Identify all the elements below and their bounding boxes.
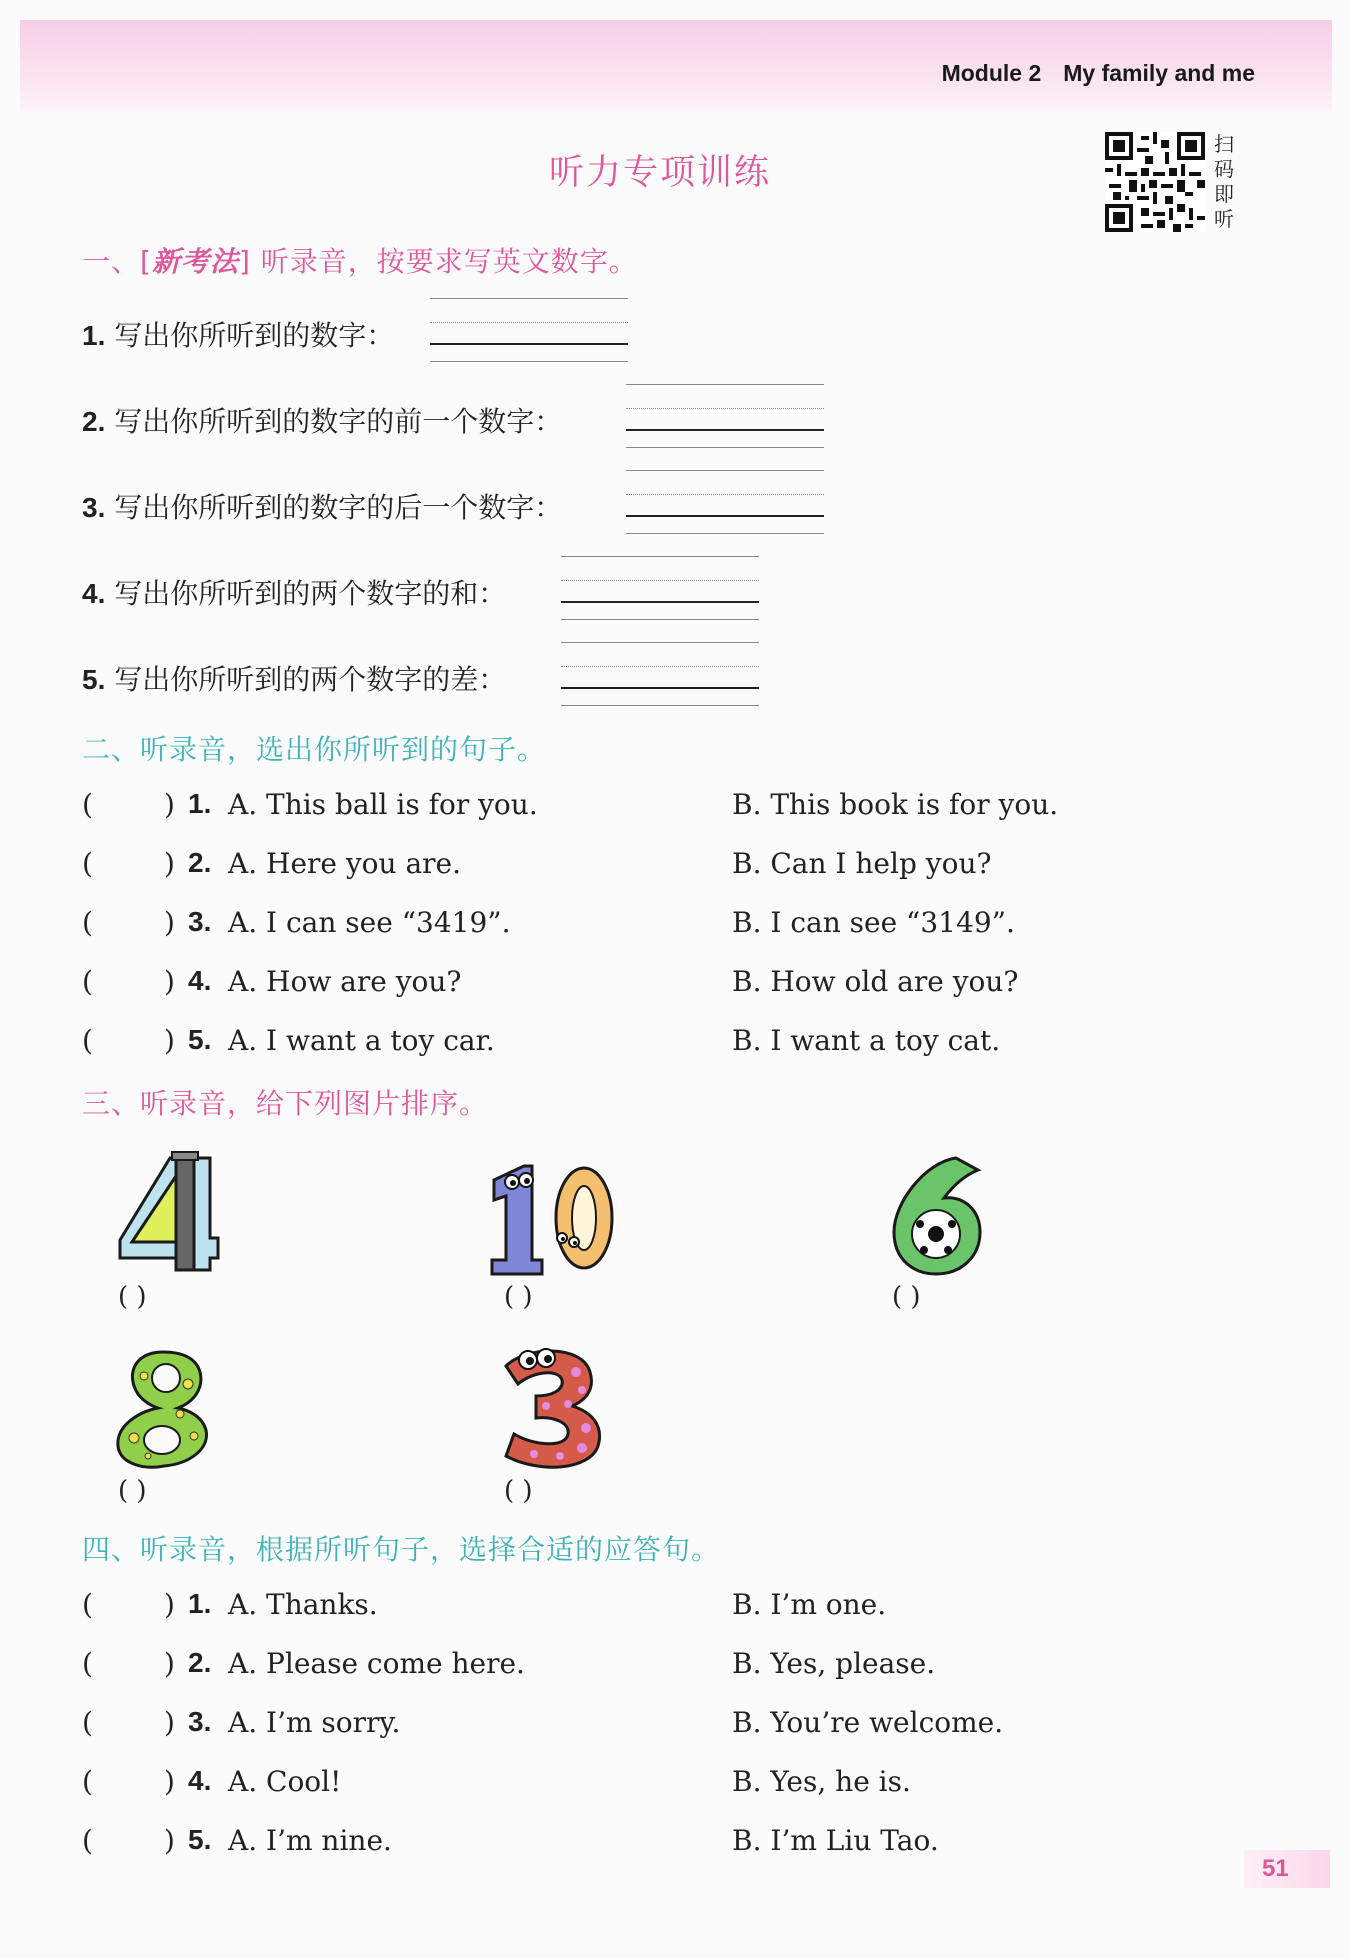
write-item-4: 4. 写出你所听到的两个数字的和： bbox=[82, 577, 507, 610]
section2-title: 二、听录音，选出你所听到的句子。 bbox=[82, 733, 547, 766]
section4-title: 四、听录音，根据所听句子，选择合适的应答句。 bbox=[82, 1533, 721, 1566]
answer-blank[interactable]: ( bbox=[82, 1647, 93, 1680]
choice-row: ( ) 2. A. Here you are. B. Can I help you? bbox=[82, 847, 992, 880]
order-blank-3[interactable]: ( ) bbox=[504, 1476, 533, 1506]
answer-blank[interactable]: ( bbox=[82, 1706, 93, 1739]
order-blank-6[interactable]: ( ) bbox=[892, 1282, 921, 1312]
order-blank-10[interactable]: ( ) bbox=[504, 1282, 533, 1312]
answer-blank[interactable]: ( bbox=[82, 1588, 93, 1621]
order-blank-4[interactable]: ( ) bbox=[118, 1282, 147, 1312]
response-row: ( ) 5. A. I’m nine. B. I’m Liu Tao. bbox=[82, 1824, 939, 1857]
number-8-picture bbox=[108, 1346, 218, 1471]
page-number: 51 bbox=[1244, 1850, 1330, 1888]
choice-row: ( ) 5. A. I want a toy car. B. I want a toy cat. bbox=[82, 1024, 1001, 1057]
order-blank-8[interactable]: ( ) bbox=[118, 1476, 147, 1506]
response-row: ( ) 4. A. Cool! B. Yes, he is. bbox=[82, 1765, 911, 1798]
writing-lines-1[interactable] bbox=[430, 298, 628, 370]
number-10-label: 10 bbox=[544, 1220, 546, 1221]
answer-blank[interactable]: ( bbox=[82, 1765, 93, 1798]
writing-lines-4[interactable] bbox=[561, 556, 759, 628]
answer-blank[interactable]: ( bbox=[82, 1824, 93, 1857]
writing-lines-3[interactable] bbox=[626, 470, 824, 542]
write-item-3: 3. 写出你所听到的数字的后一个数字： bbox=[82, 491, 563, 524]
write-item-5: 5. 写出你所听到的两个数字的差： bbox=[82, 663, 507, 696]
response-row: ( ) 1. A. Thanks. B. I’m one. bbox=[82, 1588, 887, 1621]
number-10-picture bbox=[484, 1160, 619, 1280]
module-number: Module 2 bbox=[941, 60, 1042, 86]
choice-row: ( ) 3. A. I can see “3419”. B. I can see “3149”. bbox=[82, 906, 1015, 939]
number-4-picture bbox=[110, 1150, 220, 1275]
number-6-picture bbox=[886, 1152, 986, 1277]
choice-row: ( ) 1. A. This ball is for you. B. This book is for you. bbox=[82, 788, 1059, 821]
new-method-badge: 新考法 bbox=[151, 245, 239, 278]
response-row: ( ) 3. A. I’m sorry. B. You’re welcome. bbox=[82, 1706, 1004, 1739]
choice-row: ( ) 4. A. How are you? B. How old are you? bbox=[82, 965, 1019, 998]
section3-title: 三、听录音，给下列图片排序。 bbox=[82, 1087, 489, 1120]
response-row: ( ) 2. A. Please come here. B. Yes, please. bbox=[82, 1647, 936, 1680]
writing-lines-5[interactable] bbox=[561, 642, 759, 714]
answer-blank[interactable]: ( bbox=[82, 1024, 93, 1057]
answer-blank[interactable]: ( bbox=[82, 788, 93, 821]
write-item-2: 2. 写出你所听到的数字的前一个数字： bbox=[82, 405, 563, 438]
module-header bbox=[942, 60, 1255, 87]
qr-code-icon[interactable] bbox=[1105, 132, 1205, 232]
write-item-1: 1. 写出你所听到的数字： bbox=[82, 319, 395, 352]
writing-lines-2[interactable] bbox=[626, 384, 824, 456]
number-3-picture bbox=[486, 1342, 616, 1472]
section1-title: 一、[新考法] 听录音，按要求写英文数字。 bbox=[82, 245, 638, 278]
answer-blank[interactable]: ( bbox=[82, 965, 93, 998]
qr-label: 扫 码 即 听 bbox=[1214, 132, 1234, 231]
module-name: My family and me bbox=[1063, 60, 1255, 86]
answer-blank[interactable]: ( bbox=[82, 906, 93, 939]
answer-blank[interactable]: ( bbox=[82, 847, 93, 880]
page-title: 听力专项训练 bbox=[548, 153, 771, 193]
